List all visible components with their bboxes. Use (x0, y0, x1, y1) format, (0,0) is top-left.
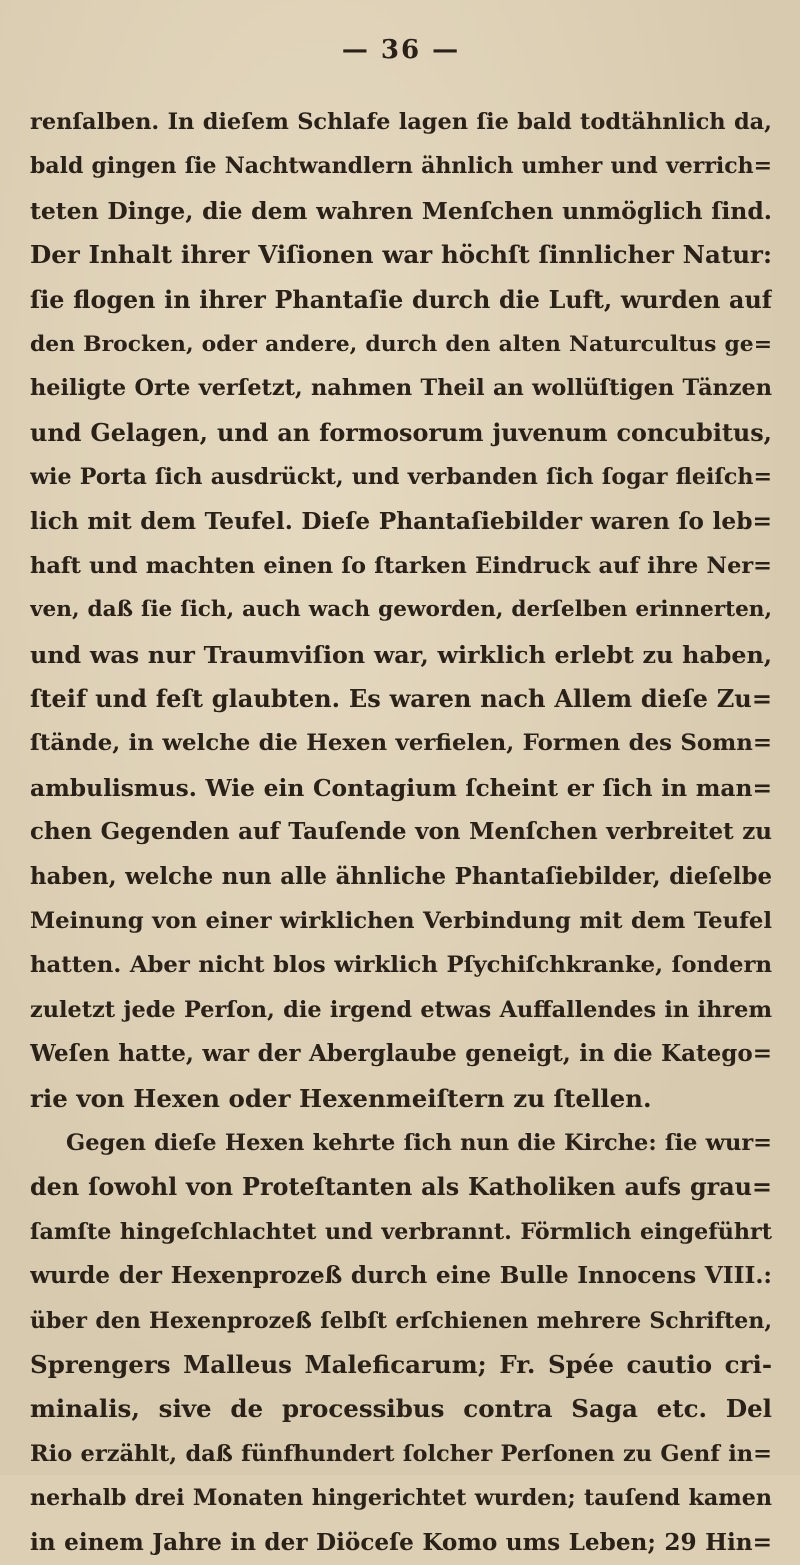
text-line-23: rie von Hexen oder Hexenmeiſtern zu ſtellen. (30, 1083, 652, 1113)
text-line-6: den Brocken, oder andere, durch den alten Naturcultus ge= (30, 330, 772, 357)
text-line-18: haben, welche nun alle ähnliche Phantaſiebilder, dieſelbe (30, 863, 772, 890)
text-line-15: ſtände, in welche die Hexen verfielen, Formen des Somn= (30, 730, 772, 757)
text-line-8: und Gelagen, und an formosorum juvenum concubitus, (30, 418, 772, 447)
text-line-3: teten Dinge, die dem wahren Menſchen unmöglich ſind. (30, 196, 772, 225)
text-line-4: Der Inhalt ihrer Viſionen war höchſt ſinnlicher Natur: (30, 240, 772, 270)
text-line-22: Weſen hatte, war der Aberglaube geneigt, in die Katego= (30, 1040, 772, 1068)
text-line-17: chen Gegenden auf Tauſende von Menſchen verbreitet zu (30, 818, 772, 846)
text-line-13: und was nur Traumviſion war, wirklich erlebt zu haben, (30, 640, 772, 669)
text-line-26: ſamſte hingeſchlachtet und verbrannt. Förmlich eingeführt (30, 1218, 772, 1245)
text-line-28: über den Hexenprozeß ſelbſt erſchienen mehrere Schriften, (30, 1307, 772, 1334)
text-line-7: heiligte Orte verſetzt, nahmen Theil an wollüſtigen Tänzen (30, 375, 772, 402)
text-line-33: in einem Jahre in der Diöceſe Komo ums Leben; 29 Hin= (30, 1528, 772, 1556)
text-line-14: ſteif und feſt glaubten. Es waren nach Allem dieſe Zu= (30, 684, 772, 714)
text-line-21: zuletzt jede Perſon, die irgend etwas Auffallendes in ihrem (30, 996, 772, 1023)
text-line-30: minalis, sive de processibus contra Saga etc. Del (30, 1394, 772, 1424)
text-line-11: haft und machten einen ſo ſtarken Eindruck auf ihre Ner= (30, 552, 772, 579)
page-number: — 36 — (341, 35, 461, 65)
text-line-1: renſalben. In dieſem Schlafe lagen ſie bald todtähnlich da, (30, 109, 772, 135)
text-line-24: Gegen dieſe Hexen kehrte ſich nun die Kirche: ſie wur= (66, 1129, 772, 1156)
body-text (30, 100, 772, 1565)
text-line-31: Rio erzählt, daß fünfhundert ſolcher Perſonen zu Genf in= (30, 1440, 772, 1467)
text-line-32: nerhalb drei Monaten hingerichtet wurden; tauſend kamen (30, 1485, 772, 1512)
text-line-20: hatten. Aber nicht blos wirklich Pſychiſchkranke, ſondern (30, 952, 772, 979)
text-line-27: wurde der Hexenprozeß durch eine Bulle Innocens VIII.: (30, 1262, 772, 1290)
text-line-2: bald gingen ſie Nachtwandlern ähnlich umher und verrich= (30, 153, 772, 180)
text-line-19: Meinung von einer wirklichen Verbindung mit dem Teufel (30, 908, 772, 935)
text-line-29: Sprengers Malleus Maleficarum; Fr. Spée cautio cri- (30, 1349, 772, 1379)
text-line-12: ven, daß ſie ſich, auch wach geworden, derſelben erinnerten, (30, 597, 772, 623)
text-line-10: lich mit dem Teufel. Dieſe Phantaſiebilder waren ſo leb= (30, 507, 772, 535)
text-line-16: ambulismus. Wie ein Contagium ſcheint er ſich in man= (30, 773, 772, 802)
text-line-5: ſie flogen in ihrer Phantaſie durch die Luft, wurden auf (30, 285, 772, 314)
text-line-25: den ſowohl von Proteſtanten als Katholiken aufs grau= (30, 1173, 772, 1202)
text-line-9: wie Porta ſich ausdrückt, und verbanden ſich ſogar fleiſch= (30, 464, 772, 491)
